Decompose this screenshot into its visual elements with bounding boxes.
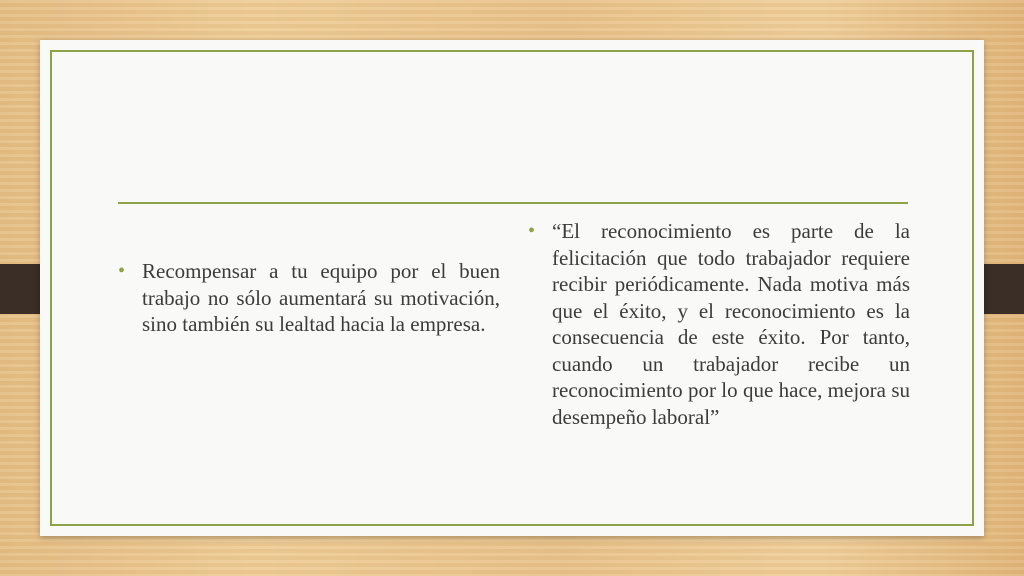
left-content-column xyxy=(118,258,500,338)
right-content-column xyxy=(528,218,910,430)
bullet-icon: • xyxy=(118,260,126,282)
slide-card xyxy=(40,40,984,536)
bullet-item xyxy=(118,258,500,338)
bullet-icon: • xyxy=(528,220,536,242)
title-divider xyxy=(118,202,908,204)
bullet-item xyxy=(528,218,910,430)
right-bullet-text: “El reconocimiento es parte de la felicitación que todo trabajador requiere recibir periódicamente. Nada motiva más que el éxito, y el reconocimiento es la consecuencia de este éxito. Por tanto, cuando un trabajador recibe un reconocimiento por lo que hace, mejora su desempeño laboral” xyxy=(552,219,910,429)
left-bullet-text: Recompensar a tu equipo por el buen trabajo no sólo aumentará su motivación, sino también su lealtad hacia la empresa. xyxy=(142,259,500,336)
